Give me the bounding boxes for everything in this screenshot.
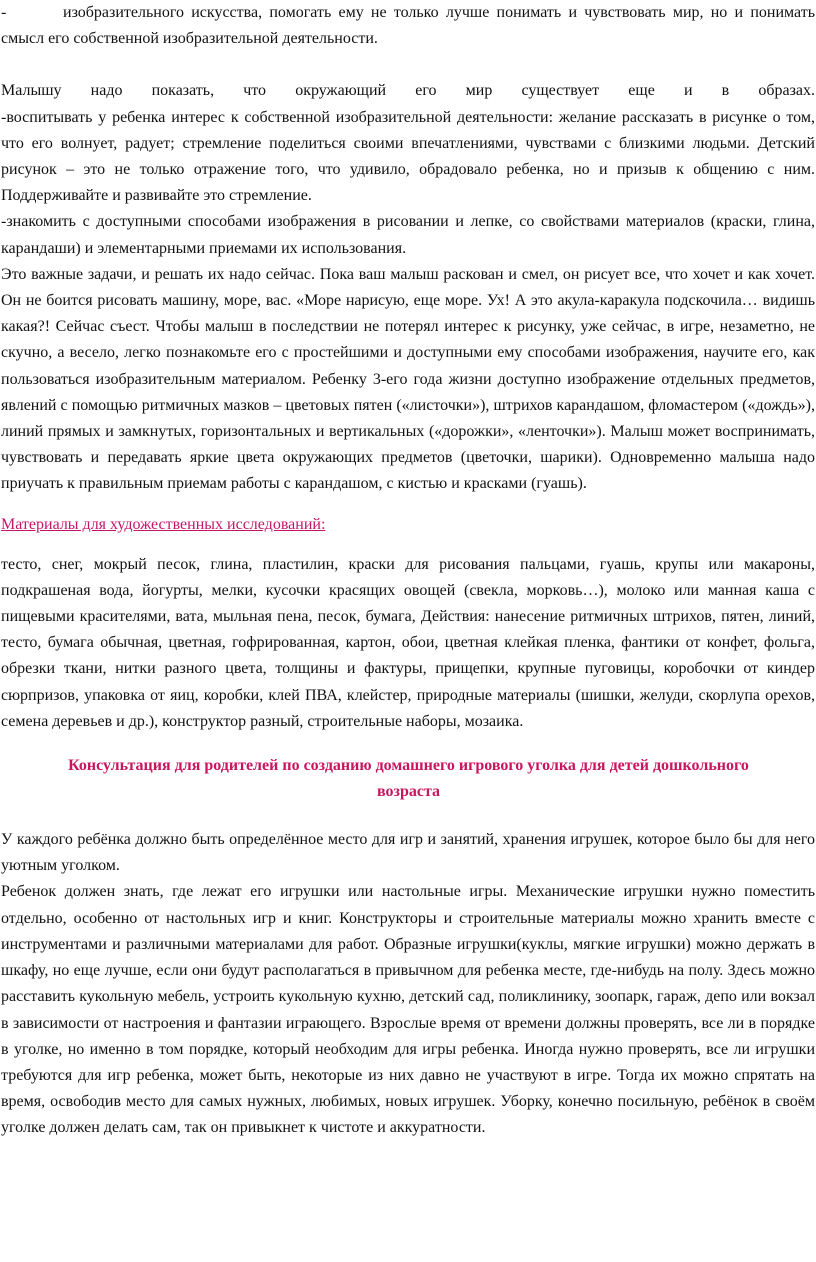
materials-heading: Материалы для художественных исследований: <box>1 515 326 533</box>
tasks-paragraph: Это важные задачи, и решать их надо сейчас. Пока ваш малыш раскован и смел, он рисует все, что хочет и как хочет. Он не боится рисовать машину, море, вас. «Море нарисую, еще море. Ух! А это акула-каракула подскочила… видишь какая?! Сейчас съест. Чтобы малыш в последствии не потерял интерес к рисунку, уже сейчас, в игре, незаметно, не скучно, а весело, легко познакомьте его с простейшими и доступными ему способами изображения, научите его, как пользоваться изобразительным материалом. Ребенку 3-его года жизни доступно изображение отдельных предметов, явлений с помощью ритмичных мазков – цветовых пятен («листочки»), штрихов карандашом, фломастером («дождь»), линий прямых и замкнутых, горизонтальных и вертикальных («дорожки», «ленточки»). Малыш может воспринимать, чувствовать и передавать яркие цвета окружающих предметов (цветочки, шарики). Одновременно малыша надо приучать к правильным приемам работы с карандашом, с кистью и красками (гуашь). <box>1 265 815 493</box>
spacer <box>1 52 816 78</box>
place-paragraph: У каждого ребёнка должно быть определённое место для игр и занятий, хранения игрушек, которое было бы для него уютным уголком. <box>1 831 815 875</box>
consult-title-line1: Консультация для родителей по созданию домашнего игрового уголка для детей дошкольного <box>68 757 749 775</box>
introduce-paragraph: -знакомить с доступными способами изображения в рисовании и лепке, со свойствами материалов (краски, глина, карандаши) и элементарными приемами их использования. <box>1 213 815 257</box>
spacer <box>1 735 816 753</box>
spacer <box>1 538 816 552</box>
spacer <box>1 805 816 827</box>
intro-paragraph <box>1 0 815 52</box>
consult-title <box>1 753 816 805</box>
world-paragraph: Малышу надо показать, что окружающий его мир существует еще и в образах. <box>1 82 815 100</box>
intro-dash: - <box>1 4 7 21</box>
nurture-paragraph: -воспитывать у ребенка интерес к собственной изобразительной деятельности: желание рассказать в рисунке о том, что его волнует, радует; стремление поделиться своими впечатлениями, чувствами с близкими людьми. Детский рисунок – это не только отражение того, что удивило, обрадовало ребенка, но и призыв к общению с ним. Поддерживайте и развивайте это стремление. <box>1 108 815 205</box>
consult-title-line2: возраста <box>376 783 440 801</box>
child-paragraph: Ребенок должен знать, где лежат его игрушки или настольные игры. Механические игрушки нужно поместить отдельно, особенно от настольных игр и книг. Конструкторы и строительные материалы можно хранить вместе с инструментами и различными материалами для работ. Образные игрушки(куклы, мягкие игрушки) можно держать в шкафу, но еще лучше, если они будут располагаться в привычном для ребенка месте, где-нибудь на полу. Здесь можно расставить кукольную мебель, устроить кукольную кухню, детский сад, поликлинику, зоопарк, гараж, депо или вокзал в зависимости от настроения и фантазии играющего. Взрослые время от времени должны проверять, все ли в порядке в уголке, но именно в том порядке, который необходим для игры ребенка. Иногда нужно проверять, все ли игрушки требуются для игр ребенка, может быть, некоторые из них давно не участвуют в игре. Тогда их можно спрятать на время, освободив место для самых нужных, любимых, новых игрушек. Уборку, конечно посильную, ребёнок в своём уголке должен делать сам, так он привыкнет к чистоте и аккуратности. <box>1 883 815 1137</box>
materials-paragraph: тесто, снег, мокрый песок, глина, пластилин, краски для рисования пальцами, гуашь, крупы или макароны, подкрашеная вода, йогурты, мелки, кусочки красящих овощей (свекла, морковь…), молоко или манная каша с пищевыми красителями, вата, мыльная пена, песок, бумага, Действия: нанесение ритмичных штрихов, пятен, линий, тесто, бумага обычная, цветная, гофрированная, картон, обои, цветная клейкая пленка, фантики от конфет, фольга, обрезки ткани, нитки разного цвета, толщины и фактуры, прищепки, крупные пуговицы, коробочки от киндер сюрпризов, упаковка от яиц, коробки, клей ПВА, клейстер, природные материалы (шишки, желуди, скорлупа орехов, семена деревьев и др.), конструктор разный, строительные наборы, мозаика. <box>1 555 815 730</box>
intro-text: изобразительного искусства, помогать ему не только лучше понимать и чувствовать мир, но и понимать смысл его собственной изобразительной деятельности. <box>1 4 815 48</box>
